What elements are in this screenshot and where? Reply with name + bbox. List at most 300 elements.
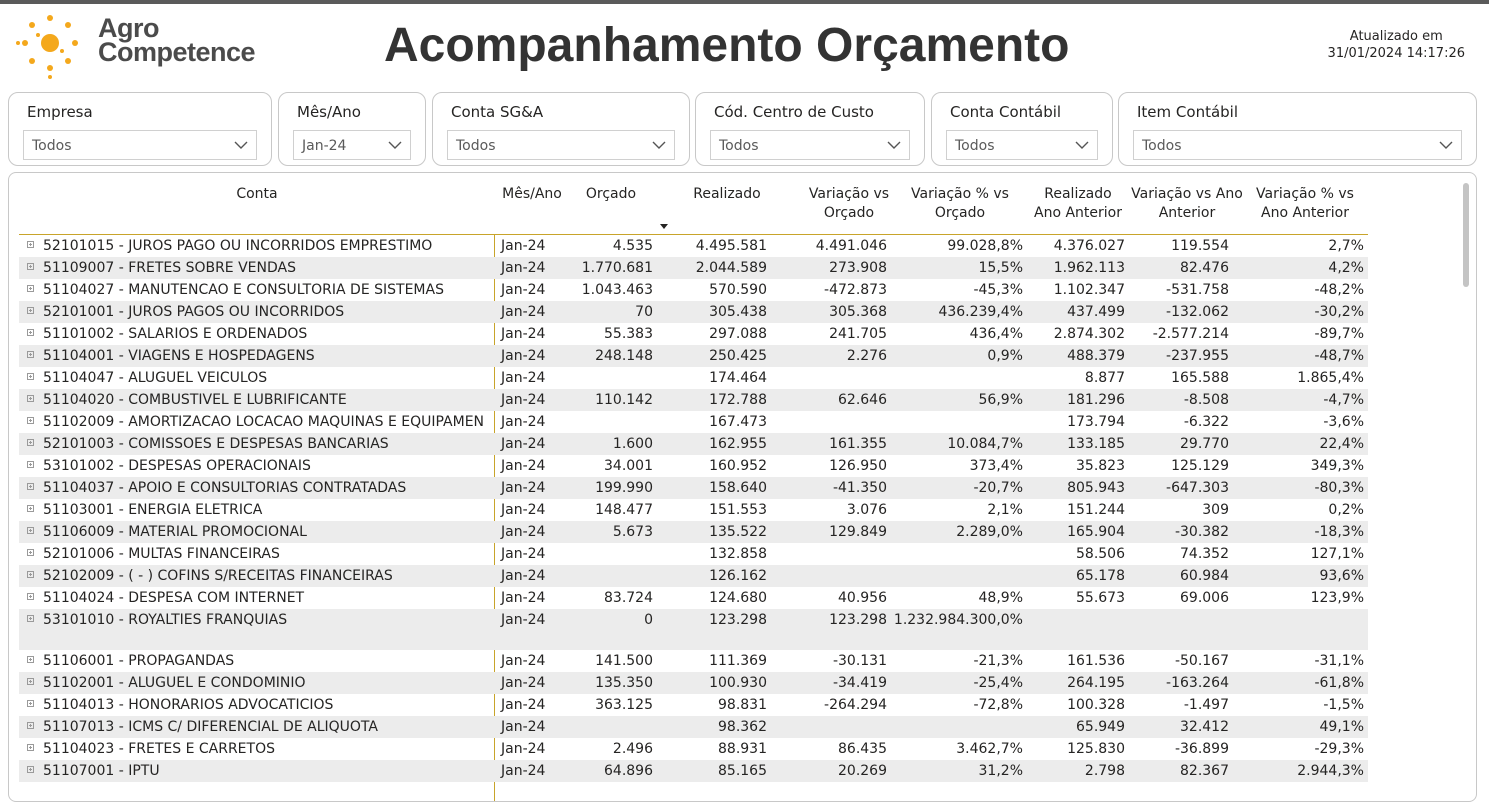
- filter-value: Todos: [955, 138, 995, 154]
- expand-row-icon[interactable]: [27, 527, 34, 534]
- cell-var-pct-budget: 31,2%: [978, 763, 1023, 779]
- cell-var-prev-year: -647.303: [1166, 480, 1229, 496]
- cell-actual-prev-year: 173.794: [1067, 414, 1125, 430]
- cell-month: Jan-24: [501, 719, 546, 735]
- table-row[interactable]: [19, 521, 1368, 543]
- cell-var-pct-budget: -45,3%: [973, 282, 1023, 298]
- cell-var-pct-budget: 373,4%: [969, 458, 1023, 474]
- expand-row-icon[interactable]: [27, 615, 34, 622]
- cell-actual: 124.680: [709, 590, 767, 606]
- filter-dropdown-centro-custo[interactable]: [710, 130, 910, 160]
- cell-account: 51103001 - ENERGIA ELETRICA: [43, 502, 263, 518]
- filter-label: Conta Contábil: [950, 103, 1062, 121]
- cell-account: 51102009 - AMORTIZACAO LOCACAO MAQUINAS E EQUIPAMEN: [43, 414, 485, 430]
- table-row[interactable]: [19, 301, 1368, 323]
- cell-budget: 64.896: [604, 763, 653, 779]
- chevron-down-icon: [652, 140, 666, 150]
- filter-value: Todos: [1142, 138, 1182, 154]
- cell-var-pct-budget: 99.028,8%: [947, 238, 1023, 254]
- filter-label: Mês/Ano: [297, 103, 361, 121]
- cell-actual: 172.788: [709, 392, 767, 408]
- column-header-text: Realizado: [693, 186, 761, 202]
- company-logo: [14, 10, 274, 82]
- cell-actual: 174.464: [709, 370, 767, 386]
- expand-row-icon[interactable]: [27, 307, 34, 314]
- cell-actual-prev-year: 65.949: [1076, 719, 1125, 735]
- table-row[interactable]: [19, 235, 1368, 257]
- last-updated: [1328, 28, 1465, 62]
- cell-var-pct-prev-year: -61,8%: [1314, 675, 1364, 691]
- cell-var-budget: -41.350: [832, 480, 887, 496]
- cell-actual: 305.438: [709, 304, 767, 320]
- cell-actual: 167.473: [709, 414, 767, 430]
- cell-month: Jan-24: [501, 612, 546, 628]
- budget-matrix-table: [8, 172, 1477, 802]
- filter-label: Cód. Centro de Custo: [714, 103, 874, 121]
- filter-centro-custo: [695, 92, 925, 166]
- cell-var-prev-year: 74.352: [1180, 546, 1229, 562]
- expand-row-icon[interactable]: [27, 656, 34, 663]
- cell-actual: 160.952: [709, 458, 767, 474]
- cell-budget: 4.535: [612, 238, 653, 254]
- cell-actual-prev-year: 100.328: [1067, 697, 1125, 713]
- cell-account: 51109007 - FRETES SOBRE VENDAS: [43, 260, 296, 276]
- cell-actual-prev-year: 488.379: [1067, 348, 1125, 364]
- cell-var-pct-prev-year: -1,5%: [1323, 697, 1364, 713]
- cell-actual: 158.640: [709, 480, 767, 496]
- cell-account: 51104027 - MANUTENCAO E CONSULTORIA DE SISTEMAS: [43, 282, 444, 298]
- cell-account: 51107013 - ICMS C/ DIFERENCIAL DE ALIQUOTA: [43, 719, 378, 735]
- column-header-text: Anterior: [1158, 205, 1216, 221]
- filter-conta-contabil: [931, 92, 1113, 166]
- cell-var-budget: -264.294: [824, 697, 887, 713]
- cell-var-prev-year: -531.758: [1166, 282, 1229, 298]
- expand-row-icon[interactable]: [27, 351, 34, 358]
- cell-budget: 83.724: [604, 590, 653, 606]
- cell-var-budget: 241.705: [829, 326, 887, 342]
- expand-row-icon[interactable]: [27, 439, 34, 446]
- expand-row-icon[interactable]: [27, 505, 34, 512]
- cell-var-pct-budget: 2,1%: [987, 502, 1023, 518]
- column-header-text: Ano Anterior: [1261, 205, 1349, 221]
- cell-actual-prev-year: 1.102.347: [1053, 282, 1125, 298]
- cell-var-prev-year: -1.497: [1183, 697, 1229, 713]
- filter-mes-ano: [278, 92, 426, 166]
- filter-dropdown-conta-contabil[interactable]: [946, 130, 1098, 160]
- expand-row-icon[interactable]: [27, 549, 34, 556]
- cell-var-budget: 4.491.046: [815, 238, 887, 254]
- expand-row-icon[interactable]: [27, 744, 34, 751]
- column-header-text: Variação vs Ano: [1131, 186, 1243, 202]
- column-header-text: Realizado: [1044, 186, 1112, 202]
- table-row[interactable]: [19, 323, 1368, 345]
- cell-var-budget: 123.298: [829, 612, 887, 628]
- table-row[interactable]: [19, 477, 1368, 499]
- table-row[interactable]: [19, 738, 1368, 760]
- cell-var-prev-year: -50.167: [1174, 653, 1229, 669]
- cell-budget: 55.383: [604, 326, 653, 342]
- cell-month: Jan-24: [501, 370, 546, 386]
- cell-actual-prev-year: 181.296: [1067, 392, 1125, 408]
- cell-var-prev-year: -2.577.214: [1152, 326, 1229, 342]
- table-row[interactable]: [19, 389, 1368, 411]
- cell-budget: 248.148: [595, 348, 653, 364]
- cell-var-pct-prev-year: -48,7%: [1314, 348, 1364, 364]
- cell-account: 53101002 - DESPESAS OPERACIONAIS: [43, 458, 311, 474]
- cell-var-prev-year: -6.322: [1183, 414, 1229, 430]
- cell-var-prev-year: 309: [1202, 502, 1229, 518]
- table-row[interactable]: [19, 760, 1368, 782]
- cell-actual-prev-year: 805.943: [1067, 480, 1125, 496]
- cell-actual: 162.955: [709, 436, 767, 452]
- cell-var-prev-year: 69.006: [1180, 590, 1229, 606]
- cell-budget: 34.001: [604, 458, 653, 474]
- column-header-text: Orçado: [934, 205, 986, 221]
- cell-var-pct-prev-year: 4,2%: [1328, 260, 1364, 276]
- cell-var-prev-year: 82.367: [1180, 763, 1229, 779]
- cell-month: Jan-24: [501, 392, 546, 408]
- cell-budget: 0: [644, 612, 653, 628]
- cell-var-pct-prev-year: 22,4%: [1319, 436, 1364, 452]
- cell-actual: 123.298: [709, 612, 767, 628]
- cell-month: Jan-24: [501, 414, 546, 430]
- cell-var-prev-year: 32.412: [1180, 719, 1229, 735]
- cell-var-prev-year: -36.899: [1174, 741, 1229, 757]
- cell-account: 51104013 - HONORARIOS ADVOCATICIOS: [43, 697, 334, 713]
- cell-var-budget: 62.646: [838, 392, 887, 408]
- cell-var-pct-budget: 15,5%: [978, 260, 1023, 276]
- cell-var-pct-prev-year: -30,2%: [1314, 304, 1364, 320]
- column-header-text: Conta: [236, 186, 278, 202]
- cell-var-budget: 86.435: [838, 741, 887, 757]
- filter-dropdown-empresa[interactable]: [23, 130, 257, 160]
- cell-var-pct-budget: -21,3%: [973, 653, 1023, 669]
- table-row[interactable]: [19, 499, 1368, 521]
- cell-actual: 4.495.581: [695, 238, 767, 254]
- cell-account: 51104023 - FRETES E CARRETOS: [43, 741, 275, 757]
- cell-budget: 110.142: [595, 392, 653, 408]
- table-row[interactable]: [19, 455, 1368, 477]
- cell-actual: 88.931: [718, 741, 767, 757]
- cell-month: Jan-24: [501, 675, 546, 691]
- table-row[interactable]: [19, 587, 1368, 609]
- cell-actual-prev-year: 55.673: [1076, 590, 1125, 606]
- filter-empresa: [8, 92, 272, 166]
- cell-actual: 85.165: [718, 763, 767, 779]
- cell-var-pct-budget: 0,9%: [987, 348, 1023, 364]
- cell-month: Jan-24: [501, 480, 546, 496]
- cell-budget: 1.770.681: [581, 260, 653, 276]
- cell-var-pct-budget: 3.462,7%: [956, 741, 1023, 757]
- expand-row-icon[interactable]: [27, 241, 34, 248]
- cell-actual-prev-year: 65.178: [1076, 568, 1125, 584]
- cell-var-pct-prev-year: 1.865,4%: [1297, 370, 1364, 386]
- column-header-text: Orçado: [823, 205, 875, 221]
- cell-actual: 132.858: [709, 546, 767, 562]
- cell-var-budget: 40.956: [838, 590, 887, 606]
- filter-value: Todos: [456, 138, 496, 154]
- cell-actual-prev-year: 4.376.027: [1053, 238, 1125, 254]
- cell-var-prev-year: 82.476: [1180, 260, 1229, 276]
- table-row[interactable]: [19, 367, 1368, 389]
- cell-var-pct-prev-year: 2.944,3%: [1297, 763, 1364, 779]
- cell-var-pct-budget: 436,4%: [969, 326, 1023, 342]
- cell-account: 53101010 - ROYALTIES FRANQUIAS: [43, 612, 288, 628]
- cell-var-prev-year: 165.588: [1171, 370, 1229, 386]
- expand-row-icon[interactable]: [27, 417, 34, 424]
- filter-item-contabil: [1118, 92, 1477, 166]
- cell-actual-prev-year: 58.506: [1076, 546, 1125, 562]
- cell-account: 51104001 - VIAGENS E HOSPEDAGENS: [43, 348, 315, 364]
- cell-actual: 297.088: [709, 326, 767, 342]
- cell-var-budget: 273.908: [829, 260, 887, 276]
- cell-account: 51101002 - SALARIOS E ORDENADOS: [43, 326, 308, 342]
- table-row[interactable]: [19, 565, 1368, 587]
- cell-var-prev-year: -237.955: [1166, 348, 1229, 364]
- cell-var-pct-prev-year: -4,7%: [1323, 392, 1364, 408]
- cell-account: 51104047 - ALUGUEL VEICULOS: [43, 370, 268, 386]
- chevron-down-icon: [887, 140, 901, 150]
- cell-var-prev-year: -30.382: [1174, 524, 1229, 540]
- table-body: [19, 235, 1368, 782]
- cell-actual-prev-year: 2.874.302: [1053, 326, 1125, 342]
- cell-var-budget: 20.269: [838, 763, 887, 779]
- cell-budget: 148.477: [595, 502, 653, 518]
- cell-var-pct-budget: 436.239,4%: [938, 304, 1023, 320]
- cell-account: 51106001 - PROPAGANDAS: [43, 653, 235, 669]
- cell-month: Jan-24: [501, 653, 546, 669]
- vertical-scrollbar[interactable]: [1463, 183, 1469, 287]
- cell-actual-prev-year: 8.877: [1084, 370, 1125, 386]
- cell-var-pct-prev-year: -48,2%: [1314, 282, 1364, 298]
- cell-budget: 1.600: [612, 436, 653, 452]
- expand-row-icon[interactable]: [27, 285, 34, 292]
- expand-row-icon[interactable]: [27, 722, 34, 729]
- cell-var-budget: 3.076: [846, 502, 887, 518]
- cell-var-prev-year: 60.984: [1180, 568, 1229, 584]
- cell-actual-prev-year: 264.195: [1067, 675, 1125, 691]
- column-header-text: Orçado: [585, 186, 637, 202]
- column-header-text: Ano Anterior: [1034, 205, 1122, 221]
- cell-month: Jan-24: [501, 458, 546, 474]
- sort-descending-icon[interactable]: [660, 224, 668, 229]
- cell-budget: 1.043.463: [581, 282, 653, 298]
- cell-var-budget: 305.368: [829, 304, 887, 320]
- column-header-text: Variação % vs: [1256, 186, 1354, 202]
- expand-row-icon[interactable]: [27, 461, 34, 468]
- filter-value: Jan-24: [302, 138, 347, 154]
- cell-budget: 141.500: [595, 653, 653, 669]
- cell-var-pct-prev-year: 0,2%: [1328, 502, 1364, 518]
- cell-var-pct-budget: -20,7%: [973, 480, 1023, 496]
- cell-month: Jan-24: [501, 282, 546, 298]
- cell-var-pct-prev-year: 349,3%: [1310, 458, 1364, 474]
- cell-month: Jan-24: [501, 260, 546, 276]
- cell-month: Jan-24: [501, 326, 546, 342]
- column-header-text: Variação % vs: [911, 186, 1009, 202]
- cell-var-prev-year: -8.508: [1183, 392, 1229, 408]
- cell-account: 51107001 - IPTU: [43, 763, 160, 779]
- column-header-text: Mês/Ano: [502, 186, 562, 202]
- table-row[interactable]: [19, 609, 1368, 650]
- cell-month: Jan-24: [501, 568, 546, 584]
- cell-budget: 363.125: [595, 697, 653, 713]
- cell-actual: 570.590: [709, 282, 767, 298]
- cell-var-budget: 2.276: [846, 348, 887, 364]
- table-row[interactable]: [19, 543, 1368, 565]
- cell-month: Jan-24: [501, 238, 546, 254]
- cell-account: 52102009 - ( - ) COFINS S/RECEITAS FINANCEIRAS: [43, 568, 393, 584]
- table-row[interactable]: [19, 672, 1368, 694]
- table-row[interactable]: [19, 650, 1368, 672]
- cell-actual-prev-year: 2.798: [1084, 763, 1125, 779]
- cell-account: 51102001 - ALUGUEL E CONDOMINIO: [43, 675, 306, 691]
- cell-month: Jan-24: [501, 763, 546, 779]
- expand-row-icon[interactable]: [27, 373, 34, 380]
- cell-actual: 2.044.589: [695, 260, 767, 276]
- cell-var-pct-budget: 10.084,7%: [947, 436, 1023, 452]
- cell-var-budget: -34.419: [832, 675, 887, 691]
- updated-label: Atualizado em: [1349, 29, 1443, 44]
- cell-var-pct-prev-year: -31,1%: [1314, 653, 1364, 669]
- cell-var-pct-prev-year: -3,6%: [1323, 414, 1364, 430]
- filter-label: Conta SG&A: [451, 103, 544, 121]
- cell-var-pct-prev-year: 2,7%: [1328, 238, 1364, 254]
- cell-var-pct-budget: 56,9%: [978, 392, 1023, 408]
- cell-account: 51104037 - APOIO E CONSULTORIAS CONTRATADAS: [43, 480, 407, 496]
- cell-account: 52101001 - JUROS PAGOS OU INCORRIDOS: [43, 304, 345, 320]
- chevron-down-icon: [234, 140, 248, 150]
- cell-month: Jan-24: [501, 590, 546, 606]
- cell-actual-prev-year: 437.499: [1067, 304, 1125, 320]
- cell-var-prev-year: 119.554: [1171, 238, 1229, 254]
- chevron-down-icon: [1075, 140, 1089, 150]
- cell-month: Jan-24: [501, 436, 546, 452]
- filter-dropdown-mes-ano[interactable]: [293, 130, 411, 160]
- cell-month: Jan-24: [501, 697, 546, 713]
- cell-var-prev-year: 29.770: [1180, 436, 1229, 452]
- cell-actual: 151.553: [709, 502, 767, 518]
- cell-month: Jan-24: [501, 502, 546, 518]
- cell-month: Jan-24: [501, 348, 546, 364]
- table-row[interactable]: [19, 433, 1368, 455]
- page-title: Acompanhamento Orçamento: [384, 19, 1070, 72]
- filter-dropdown-item-contabil[interactable]: [1133, 130, 1462, 160]
- top-bar: [0, 0, 1489, 4]
- cell-month: Jan-24: [501, 524, 546, 540]
- filter-value: Todos: [32, 138, 72, 154]
- cell-actual-prev-year: 151.244: [1067, 502, 1125, 518]
- expand-row-icon[interactable]: [27, 593, 34, 600]
- table-row[interactable]: [19, 257, 1368, 279]
- table-row[interactable]: [19, 411, 1368, 433]
- table-row[interactable]: [19, 716, 1368, 738]
- expand-row-icon[interactable]: [27, 678, 34, 685]
- cell-budget: 135.350: [595, 675, 653, 691]
- cell-actual-prev-year: 161.536: [1067, 653, 1125, 669]
- cell-var-pct-prev-year: 49,1%: [1319, 719, 1364, 735]
- cell-account: 52101015 - JUROS PAGO OU INCORRIDOS EMPRESTIMO: [43, 238, 433, 254]
- cell-var-budget: 126.950: [829, 458, 887, 474]
- cell-month: Jan-24: [501, 304, 546, 320]
- expand-row-icon[interactable]: [27, 700, 34, 707]
- column-header-text: Variação vs: [808, 186, 890, 202]
- cell-actual: 98.362: [718, 719, 767, 735]
- cell-var-prev-year: 125.129: [1171, 458, 1229, 474]
- expand-row-icon[interactable]: [27, 766, 34, 773]
- logo-line-1: Agro: [98, 13, 159, 43]
- table-row[interactable]: [19, 694, 1368, 716]
- cell-var-pct-prev-year: -89,7%: [1314, 326, 1364, 342]
- cell-account: 52101006 - MULTAS FINANCEIRAS: [43, 546, 280, 562]
- cell-month: Jan-24: [501, 546, 546, 562]
- expand-row-icon[interactable]: [27, 395, 34, 402]
- cell-account: 51106009 - MATERIAL PROMOCIONAL: [43, 524, 307, 540]
- cell-actual: 98.831: [718, 697, 767, 713]
- cell-account: 51104020 - COMBUSTIVEL E LUBRIFICANTE: [43, 392, 347, 408]
- cell-actual-prev-year: 1.962.113: [1053, 260, 1125, 276]
- cell-var-budget: 161.355: [829, 436, 887, 452]
- table-row[interactable]: [19, 345, 1368, 367]
- cell-var-pct-budget: -25,4%: [973, 675, 1023, 691]
- expand-row-icon[interactable]: [27, 329, 34, 336]
- filter-label: Item Contábil: [1137, 103, 1239, 121]
- cell-actual-prev-year: 165.904: [1067, 524, 1125, 540]
- cell-var-pct-prev-year: -80,3%: [1314, 480, 1364, 496]
- filter-label: Empresa: [27, 103, 93, 121]
- cell-var-pct-prev-year: 127,1%: [1310, 546, 1364, 562]
- cell-actual-prev-year: 133.185: [1067, 436, 1125, 452]
- logo-line-2: Competence: [98, 37, 256, 67]
- cell-month: Jan-24: [501, 741, 546, 757]
- sun-logo-icon: [14, 10, 86, 82]
- expand-row-icon[interactable]: [27, 571, 34, 578]
- cell-actual: 100.930: [709, 675, 767, 691]
- cell-var-pct-budget: 48,9%: [978, 590, 1023, 606]
- cell-var-pct-prev-year: 93,6%: [1319, 568, 1364, 584]
- cell-budget: 5.673: [612, 524, 653, 540]
- cell-var-prev-year: -163.264: [1166, 675, 1229, 691]
- cell-budget: 2.496: [612, 741, 653, 757]
- filter-value: Todos: [719, 138, 759, 154]
- cell-var-pct-budget: 1.232.984.300,0%: [893, 612, 1023, 628]
- cell-var-pct-budget: -72,8%: [973, 697, 1023, 713]
- cell-var-budget: -472.873: [824, 282, 887, 298]
- logo-text: [98, 13, 256, 67]
- filter-conta-sga: [432, 92, 690, 166]
- cell-actual-prev-year: 125.830: [1067, 741, 1125, 757]
- cell-var-pct-prev-year: -18,3%: [1314, 524, 1364, 540]
- cell-actual: 111.369: [709, 653, 767, 669]
- table-row[interactable]: [19, 279, 1368, 301]
- chevron-down-icon: [388, 140, 402, 150]
- cell-budget: 70: [635, 304, 653, 320]
- expand-row-icon[interactable]: [27, 483, 34, 490]
- chevron-down-icon: [1439, 140, 1453, 150]
- cell-var-prev-year: -132.062: [1166, 304, 1229, 320]
- expand-row-icon[interactable]: [27, 263, 34, 270]
- cell-actual: 250.425: [709, 348, 767, 364]
- cell-var-pct-prev-year: 123,9%: [1310, 590, 1364, 606]
- cell-var-budget: 129.849: [829, 524, 887, 540]
- cell-actual: 135.522: [709, 524, 767, 540]
- cell-actual-prev-year: 35.823: [1076, 458, 1125, 474]
- updated-value: 31/01/2024 14:17:26: [1327, 46, 1465, 61]
- cell-var-pct-budget: 2.289,0%: [956, 524, 1023, 540]
- cell-var-pct-prev-year: -29,3%: [1314, 741, 1364, 757]
- cell-var-budget: -30.131: [832, 653, 887, 669]
- filter-dropdown-conta-sga[interactable]: [447, 130, 675, 160]
